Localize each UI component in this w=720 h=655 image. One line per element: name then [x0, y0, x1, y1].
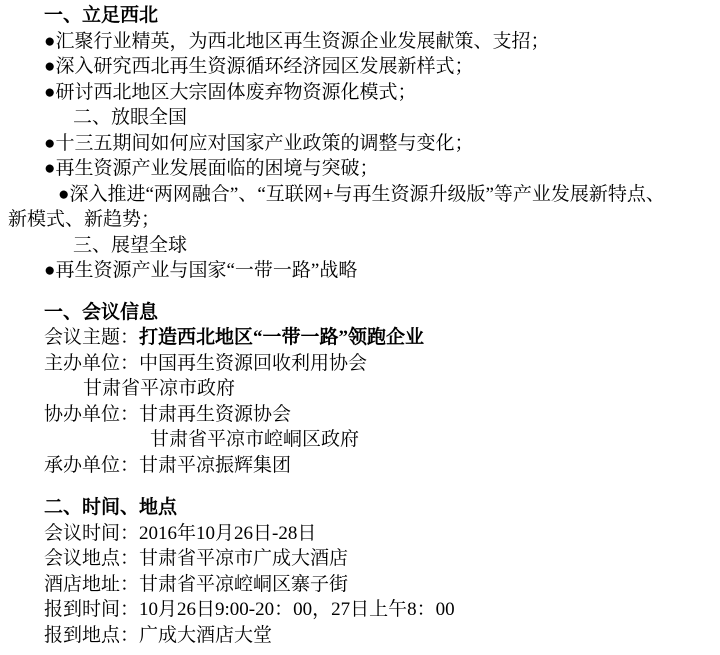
- organizer-value: 甘肃平凉振辉集团: [139, 454, 292, 476]
- bullet-icon: ●: [44, 132, 56, 154]
- agenda-heading-global: 三、展望全球: [73, 234, 188, 256]
- host-org-row: [8, 351, 720, 377]
- agenda-bullet-text: 研讨西北地区大宗固体废弃物资源化模式；: [55, 81, 417, 103]
- agenda-bullet-item: [8, 54, 720, 80]
- agenda-bullet-item: [8, 80, 720, 106]
- organizer-row: [8, 453, 720, 479]
- agenda-heading-national: 二、放眼全国: [73, 107, 188, 128]
- meeting-time-row: [8, 521, 720, 547]
- agenda-bullet-item: [8, 156, 720, 182]
- agenda-bullet-text: 十三五期间如何应对国家产业政策的调整与变化；: [55, 132, 474, 154]
- co-host-org-row: [8, 402, 720, 428]
- host-org-label: 主办单位：: [44, 352, 140, 374]
- agenda-bullet-text: 再生资源产业发展面临的困境与突破；: [55, 158, 379, 179]
- organizer-label: 承办单位：: [44, 454, 140, 476]
- host-org-row-2: 甘肃省平凉市政府: [83, 378, 236, 399]
- bullet-icon: ●: [44, 56, 56, 77]
- agenda-bullet-continuation: 新模式、新趋势；: [8, 209, 161, 230]
- meeting-theme-value: 打造西北地区“一带一路”领跑企业: [139, 327, 425, 348]
- checkin-place-row: [8, 623, 720, 649]
- checkin-place-value: 广成大酒店大堂: [139, 624, 273, 646]
- agenda-bullet-item: [8, 29, 720, 55]
- agenda-bullet-text: 深入研究西北再生资源循环经济园区发展新样式；: [55, 56, 474, 77]
- bullet-icon: ●: [44, 260, 56, 281]
- agenda-bullet-item: [8, 131, 720, 157]
- hotel-address-value: 甘肃省平凉崆峒区寨子街: [139, 573, 349, 595]
- meeting-info-heading: 一、会议信息: [44, 301, 159, 323]
- agenda-bullet-item: [8, 182, 720, 208]
- checkin-place-label: 报到地点：: [44, 624, 140, 646]
- bullet-icon: ●: [44, 81, 56, 103]
- bullet-icon: ●: [58, 183, 70, 205]
- bullet-icon: ●: [44, 30, 56, 52]
- checkin-time-label: 报到时间：: [44, 599, 140, 620]
- checkin-time-value: 10月26日9:00-20：00，27日上午8：00: [139, 599, 455, 620]
- meeting-venue-value: 甘肃省平凉市广成大酒店: [139, 548, 349, 569]
- hotel-address-row: [8, 572, 720, 598]
- host-org-value: 中国再生资源回收利用协会: [139, 352, 368, 374]
- time-place-heading: 二、时间、地点: [44, 497, 178, 518]
- co-host-org-value: 甘肃再生资源协会: [139, 403, 292, 425]
- meeting-venue-row: [8, 546, 720, 572]
- checkin-time-row: [8, 597, 720, 623]
- hotel-address-label: 酒店地址：: [44, 573, 140, 595]
- meeting-theme-label: 会议主题：: [44, 327, 140, 348]
- agenda-heading-northwest: 一、立足西北: [44, 5, 159, 26]
- bullet-icon: ●: [44, 158, 56, 179]
- meeting-theme-row: [8, 325, 720, 351]
- meeting-time-value: 2016年10月26日-28日: [139, 522, 317, 544]
- agenda-bullet-text: 深入推进“两网融合”、“互联网+与再生资源升级版”等产业发展新特点、: [69, 183, 665, 205]
- co-host-org-row-2: 甘肃省平凉市崆峒区政府: [150, 429, 360, 450]
- agenda-bullet-item: [8, 258, 720, 284]
- meeting-venue-label: 会议地点：: [44, 548, 140, 569]
- agenda-bullet-text: 再生资源产业与国家“一带一路”战略: [55, 260, 358, 281]
- co-host-org-label: 协办单位：: [44, 403, 140, 425]
- agenda-bullet-text: 汇聚行业精英，为西北地区再生资源企业发展献策、支招；: [55, 30, 550, 52]
- meeting-time-label: 会议时间：: [44, 522, 140, 544]
